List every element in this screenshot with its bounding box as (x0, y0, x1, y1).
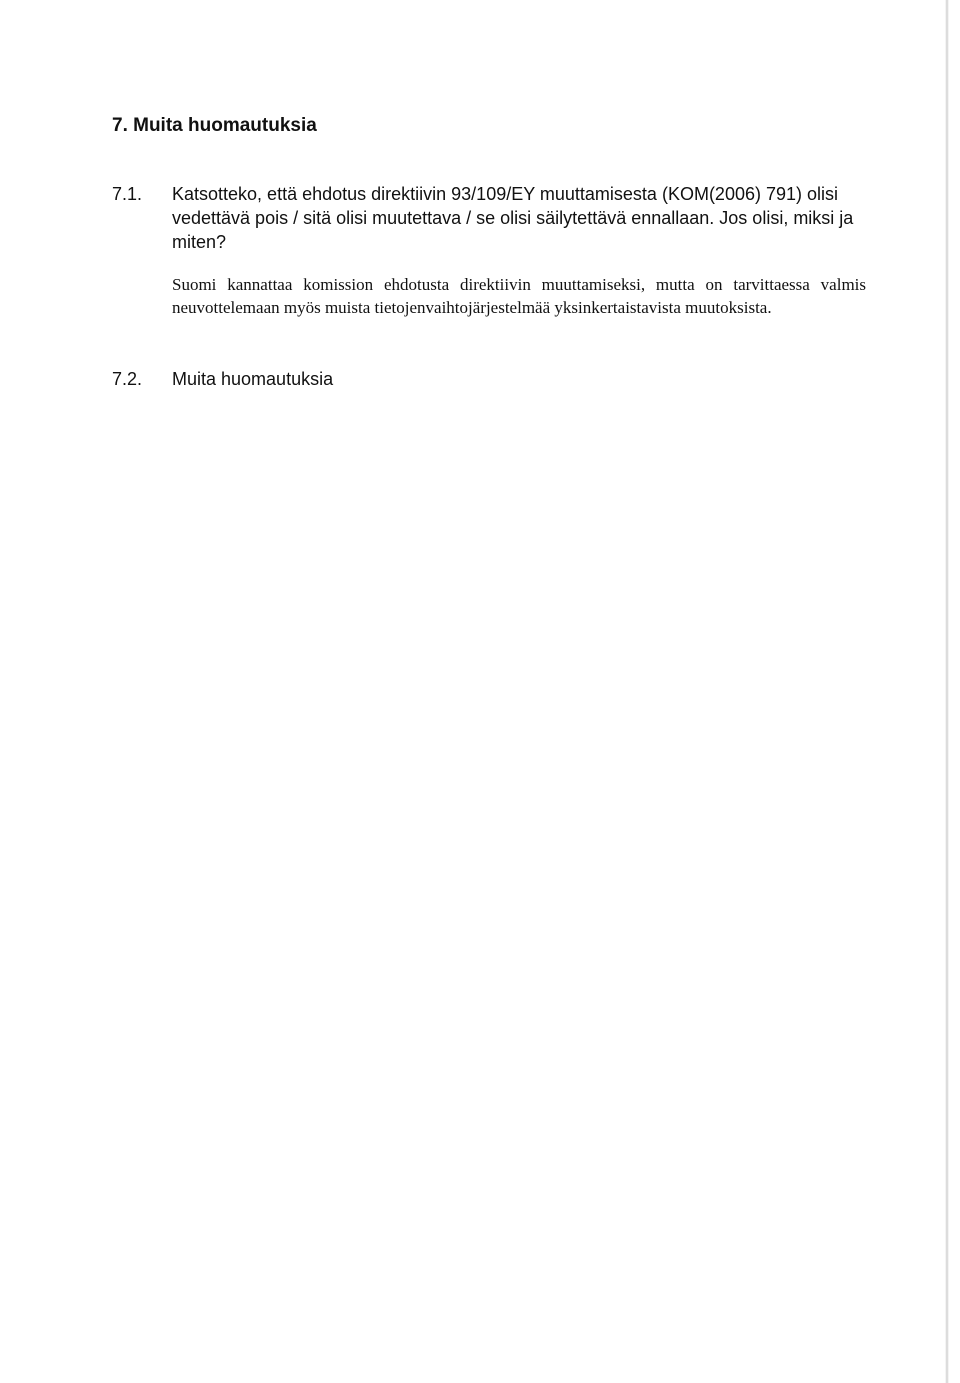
subsection-number: 7.2. (112, 369, 143, 389)
question-text: Katsotteko, että ehdotus direktiivin 93/109/EY muuttamisesta (KOM(2006) 791) olisi vedettävä pois / sitä olisi muutettava / se olisi säilytettävä ennallaan. Jos olisi, miksi ja miten? (172, 184, 854, 252)
scan-edge-line (945, 0, 949, 1383)
answer-paragraph: Suomi kannattaa komission ehdotusta direktiivin muuttamiseksi, mutta on tarvittaessa valmis neuvottelemaan myös muista tietojenvaihtojärjestelmää yksinkertaistavista muutoksista. (172, 275, 866, 317)
question-number: 7.1. (112, 184, 143, 204)
section-heading: 7. Muita huomautuksia (112, 115, 317, 136)
subsection-label: Muita huomautuksia (172, 369, 334, 389)
